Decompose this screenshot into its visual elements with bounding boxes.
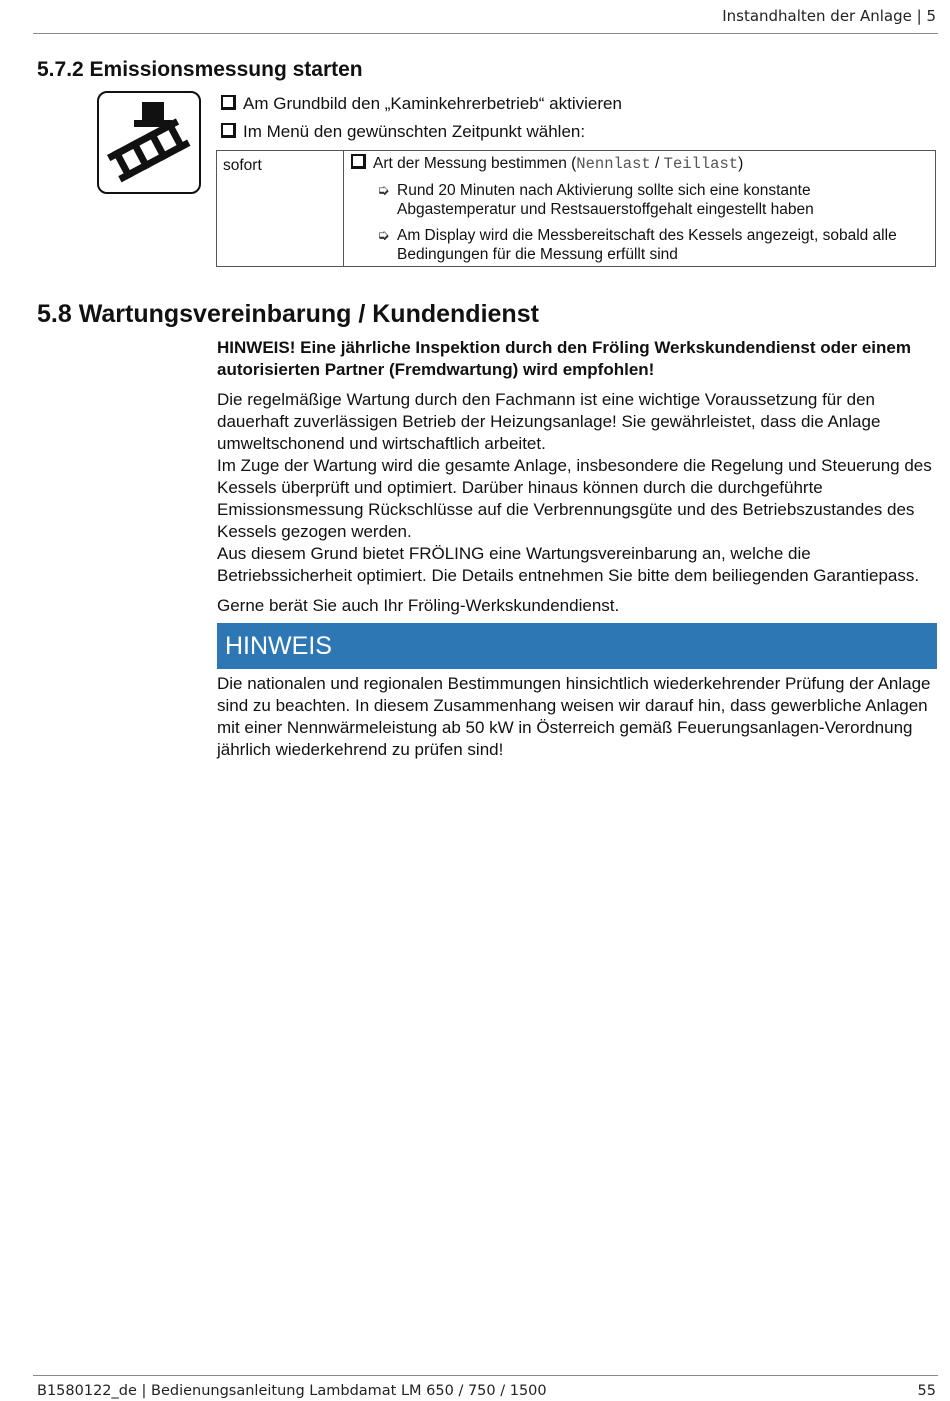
- result-text: Am Display wird die Messbereitschaft des Kessels angezeigt, sobald alle Bedingungen für die Messung erfüllt sind: [397, 227, 897, 263]
- page-footer: [33, 1375, 938, 1399]
- table-cell-option: [217, 151, 344, 266]
- step-text: Am Grundbild den „Kaminkehrerbetrieb“ aktivieren: [243, 94, 622, 113]
- chapter-title: Instandhalten der Anlage | 5: [722, 7, 936, 25]
- page-header: [33, 0, 938, 34]
- section-heading-5-7-2: 5.7.2 Emissionsmessung starten: [37, 58, 363, 81]
- step-text: Im Menü den gewünschten Zeitpunkt wählen:: [243, 122, 586, 141]
- notice-text: Die nationalen und regionalen Bestimmungen hinsichtlich wiederkehrender Prüfung der Anlage sind zu beachten. In diesem Zusammenhang weisen wir darauf hin, dass gewerbliche Anlagen mit einer Nennwärmeleistung ab 50 kW in Österreich gemäß Feuerungsanlagen-Verordnung jährlich wiederkehrend zu prüfen sind!: [217, 674, 931, 759]
- mode-partial-load: Teillast: [663, 155, 739, 173]
- section-heading-5-8: 5.8 Wartungsvereinbarung / Kundendienst: [37, 300, 539, 328]
- note-recommendation: HINWEIS! Eine jährliche Inspektion durch den Fröling Werkskundendienst oder einem autorisierten Partner (Fremdwartung) wird empfohlen!: [217, 338, 911, 379]
- document-reference: B1580122_de | Bedienungsanleitung Lambdamat LM 650 / 750 / 1500: [37, 1383, 547, 1399]
- checkbox-icon: [221, 95, 236, 110]
- step-item: [221, 90, 622, 118]
- paragraph: Die regelmäßige Wartung durch den Fachmann ist eine wichtige Voraussetzung für den dauerhaft zuverlässigen Betrieb der Heizungsanlage! Sie gewährleistet, dass die Anlage umweltschonend und wirtschaftlich arbeitet.: [217, 390, 881, 453]
- mode-full-load: Nennlast: [576, 155, 651, 173]
- chimney-sweep-icon: [97, 91, 201, 194]
- result-item: [351, 181, 929, 219]
- table-cell-action: [351, 154, 929, 264]
- action-step: Art der Messung bestimmen (Nennlast / Teillast): [351, 154, 929, 174]
- paragraph: Gerne berät Sie auch Ihr Fröling-Werkskundendienst.: [217, 596, 620, 615]
- checkbox-icon: [221, 123, 236, 138]
- section-body: [217, 337, 937, 761]
- step-item: [221, 118, 622, 146]
- notice-banner: HINWEIS: [217, 623, 937, 669]
- paragraph: Aus diesem Grund bietet FRÖLING eine Wartungsvereinbarung an, welche die Betriebssicherheit optimiert. Die Details entnehmen Sie bitte dem beiliegenden Garantiepass.: [217, 544, 920, 585]
- paragraph: Im Zuge der Wartung wird die gesamte Anlage, insbesondere die Regelung und Steuerung des Kessels überprüft und optimiert. Darüber hinaus können durch die durchgeführte Emissionsmessung Rückschlüsse auf die Verbrennungsgüte und des Betriebszustandes des Kessels gezogen werden.: [217, 456, 932, 541]
- result-item: [351, 226, 929, 264]
- checkbox-icon: [351, 154, 366, 169]
- result-text: Rund 20 Minuten nach Aktivierung sollte sich eine konstante Abgastemperatur und Restsauerstoffgehalt eingestellt haben: [397, 182, 814, 218]
- instruction-steps: [221, 90, 622, 146]
- result-arrow-icon: ➭: [377, 227, 390, 244]
- time-option-table: [216, 150, 936, 267]
- page-number: 55: [917, 1383, 936, 1399]
- option-label: sofort: [223, 157, 262, 174]
- result-arrow-icon: ➭: [377, 182, 390, 199]
